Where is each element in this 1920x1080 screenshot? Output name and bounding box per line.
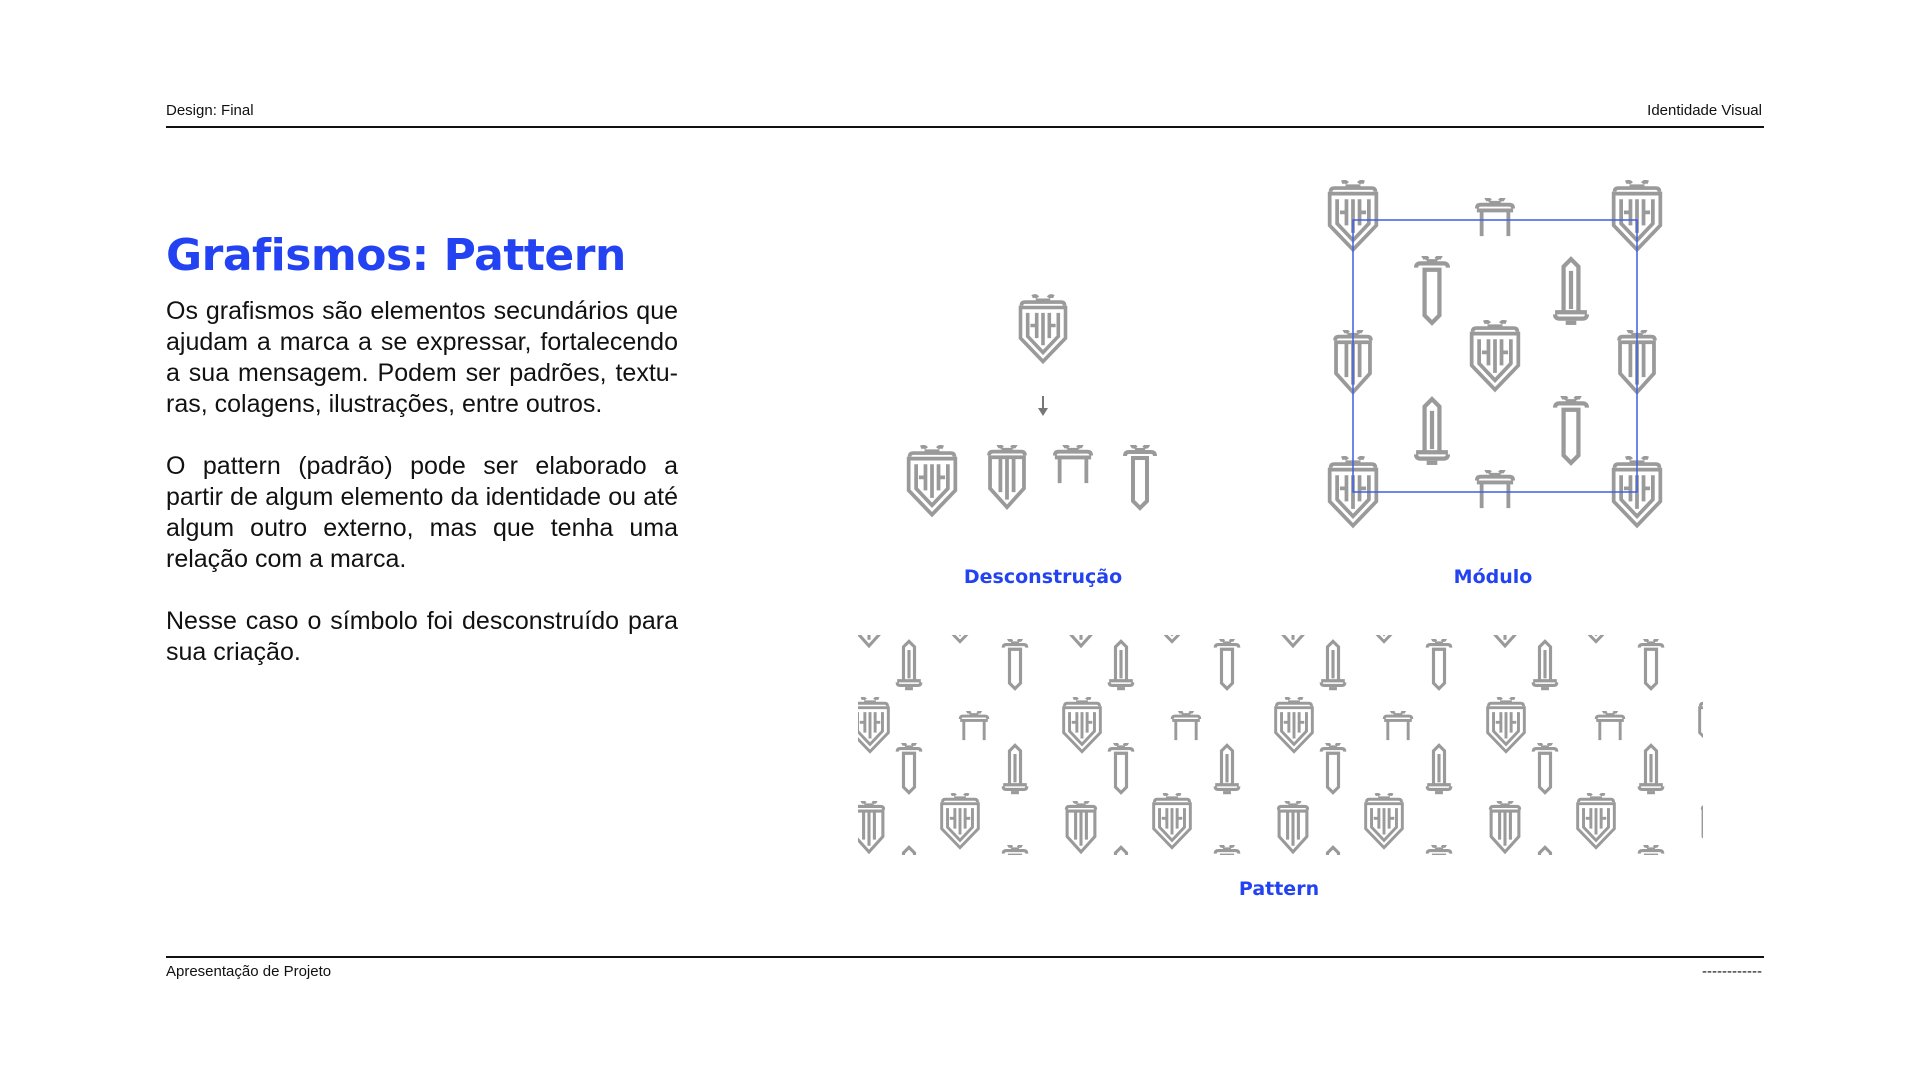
pillar-icon [1003,640,1027,689]
table-arch-icon [960,712,988,740]
pillar-icon [1416,257,1448,323]
column-shield-icon [1278,635,1307,646]
sword-icon [1321,641,1345,688]
module-label: Módulo [1453,566,1533,588]
table-arch-icon [1384,712,1412,740]
shield-emblem-icon [1064,698,1101,751]
column-shield-icon [989,446,1025,507]
column-shield-icon [1278,802,1307,852]
column-shield-icon [1066,635,1095,646]
sword-icon [1416,399,1448,463]
sword-icon [1533,641,1557,688]
shield-emblem-icon [1578,794,1615,847]
pillar-icon [1321,744,1345,793]
arrow-down-icon [1038,396,1048,416]
header-divider [166,126,1764,128]
sword-icon [1321,847,1345,855]
pillar-icon [1639,846,1663,855]
sword-icon [1427,745,1451,792]
page-title: Grafismos: Pattern [166,230,626,281]
sword-icon [897,847,921,855]
pillar-icon [1003,846,1027,855]
sword-icon [1533,847,1557,855]
footer-divider [166,956,1764,958]
pattern-figure [858,635,1703,855]
shield-emblem-icon [942,635,979,642]
shield-emblem-icon [1366,635,1403,642]
column-shield-icon [1702,802,1703,852]
pillar-icon [1215,846,1239,855]
sword-icon [1639,745,1663,792]
shield-emblem-icon [1154,794,1191,847]
table-arch-icon [1172,712,1200,740]
paragraph-3: Nesse caso o símbolo foi desconstruído para sua criação. [166,607,678,666]
sword-icon [1003,745,1027,792]
shield-emblem-icon [1578,635,1615,642]
header-right-label: Identidade Visual [1647,102,1762,119]
pillar-icon [1427,846,1451,855]
table-arch-icon [1477,199,1513,236]
shield-emblem-icon [1021,296,1066,362]
pillar-icon [1555,397,1587,463]
shield-emblem-icon [1276,698,1313,751]
paragraph-1: Os grafismos são elementos secundários que ajudam a marca a se expressar, fortalecendo a sua mensagem. Podem ser padrões, textu-ras, colagens, ilustrações, entre outros. [166,297,678,418]
deconstruction-label: Desconstrução [963,566,1123,588]
shield-emblem-icon [909,447,956,515]
column-shield-icon [858,635,884,646]
pillar-icon [1639,640,1663,689]
shield-emblem-icon [942,794,979,847]
shield-emblem-icon [1154,635,1191,642]
shield-emblem-icon [1472,322,1519,390]
column-shield-icon [858,802,884,852]
column-shield-icon [1066,802,1095,852]
sword-icon [1109,847,1133,855]
pillar-icon [1533,744,1557,793]
sword-icon [1109,641,1133,688]
column-shield-icon [1490,635,1519,646]
sword-icon [1215,745,1239,792]
pattern-label: Pattern [1238,878,1320,900]
header-left-label: Design: Final [166,102,254,119]
column-shield-icon [1702,635,1703,646]
sword-icon [897,641,921,688]
shield-emblem-icon [1488,698,1525,751]
footer-left-label: Apresentação de Projeto [166,963,332,980]
column-shield-icon [1490,802,1519,852]
table-arch-icon [1477,471,1513,508]
pillar-icon [1125,446,1155,508]
pillar-icon [1215,640,1239,689]
body-text [166,296,678,699]
module-figure [1315,170,1675,540]
footer-right-label: ------------ [1702,963,1762,980]
pillar-icon [897,744,921,793]
sword-icon [1555,259,1587,323]
table-arch-icon [1055,446,1091,483]
paragraph-2: O pattern (padrão) pode ser elaborado a partir de algum elemento da identidade ou até algum outro externo, mas que tenha uma relação com a marca. [166,452,678,573]
shield-emblem-icon [1366,794,1403,847]
shield-emblem-icon [1700,698,1703,751]
table-arch-icon [1596,712,1624,740]
shield-emblem-icon [858,698,888,751]
pillar-icon [1109,744,1133,793]
pillar-icon [1427,640,1451,689]
deconstruction-figure [880,280,1200,530]
